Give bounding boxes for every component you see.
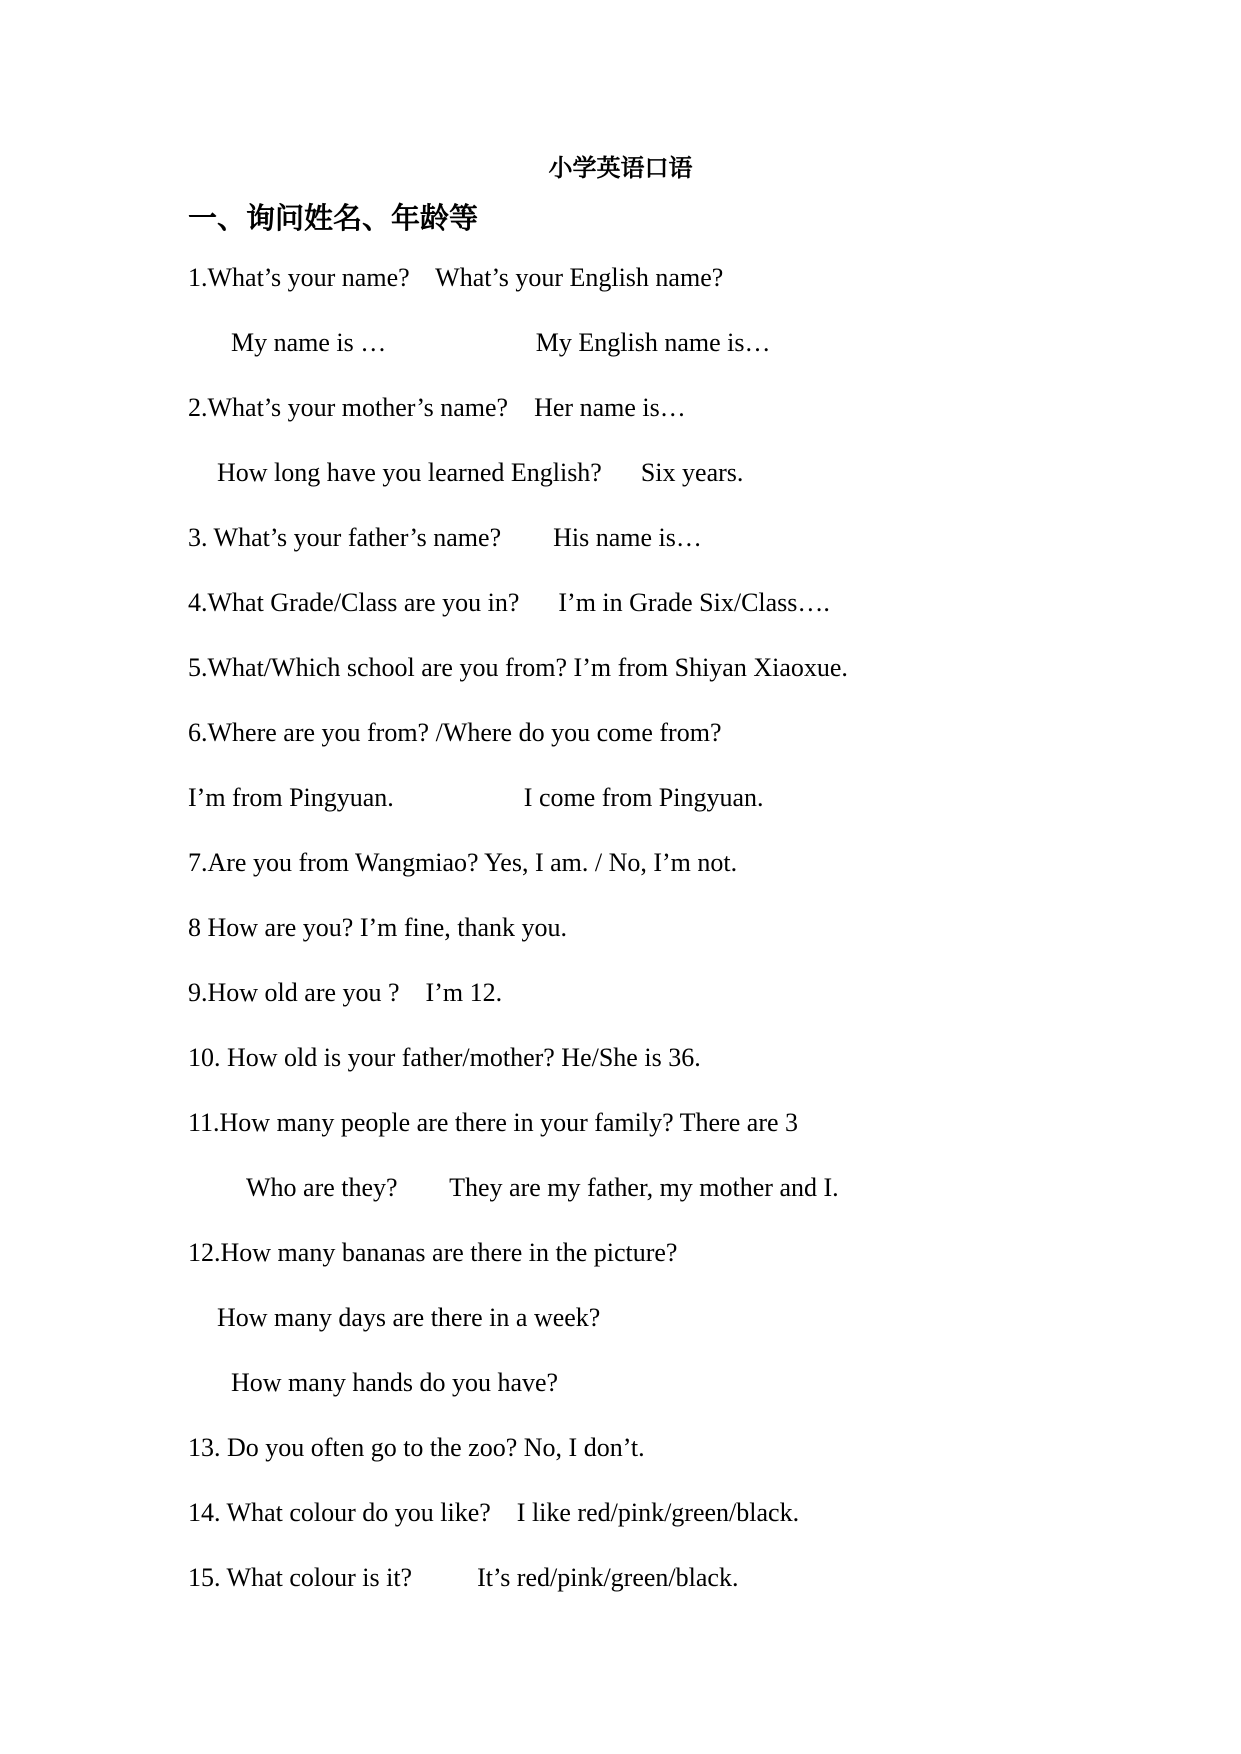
dialogue-line: 5.What/Which school are you from? I’m from Shiyan Xiaoxue. bbox=[188, 653, 848, 682]
dialogue-line: Who are they? They are my father, my mother and I. bbox=[246, 1173, 839, 1202]
section-heading: 一、询问姓名、年龄等 bbox=[188, 201, 479, 235]
dialogue-line: 12.How many bananas are there in the picture? bbox=[188, 1238, 678, 1267]
dialogue-line: 2.What’s your mother’s name? Her name is… bbox=[188, 393, 686, 422]
dialogue-line: 13. Do you often go to the zoo? No, I don’t. bbox=[188, 1433, 645, 1462]
dialogue-line: 9.How old are you ? I’m 12. bbox=[188, 978, 503, 1007]
dialogue-line: 4.What Grade/Class are you in? I’m in Grade Six/Class…. bbox=[188, 588, 830, 617]
dialogue-line: 6.Where are you from? /Where do you come from? bbox=[188, 718, 722, 747]
dialogue-line: How many days are there in a week? bbox=[217, 1303, 601, 1332]
dialogue-line: 7.Are you from Wangmiao? Yes, I am. / No, I’m not. bbox=[188, 848, 738, 877]
document-title: 小学英语口语 bbox=[548, 154, 693, 182]
dialogue-line: My name is … My English name is… bbox=[231, 328, 771, 357]
dialogue-line: 3. What’s your father’s name? His name is… bbox=[188, 523, 702, 552]
dialogue-line: 14. What colour do you like? I like red/pink/green/black. bbox=[188, 1498, 800, 1527]
dialogue-line: How long have you learned English? Six years. bbox=[217, 458, 744, 487]
dialogue-line: 8 How are you? I’m fine, thank you. bbox=[188, 913, 568, 942]
dialogue-line: How many hands do you have? bbox=[231, 1368, 559, 1397]
dialogue-line: 15. What colour is it? It’s red/pink/green/black. bbox=[188, 1563, 739, 1592]
dialogue-line: 11.How many people are there in your family? There are 3 bbox=[188, 1108, 799, 1137]
dialogue-line: I’m from Pingyuan. I come from Pingyuan. bbox=[188, 783, 764, 812]
dialogue-line: 1.What’s your name? What’s your English name? bbox=[188, 263, 724, 292]
dialogue-line: 10. How old is your father/mother? He/She is 36. bbox=[188, 1043, 701, 1072]
